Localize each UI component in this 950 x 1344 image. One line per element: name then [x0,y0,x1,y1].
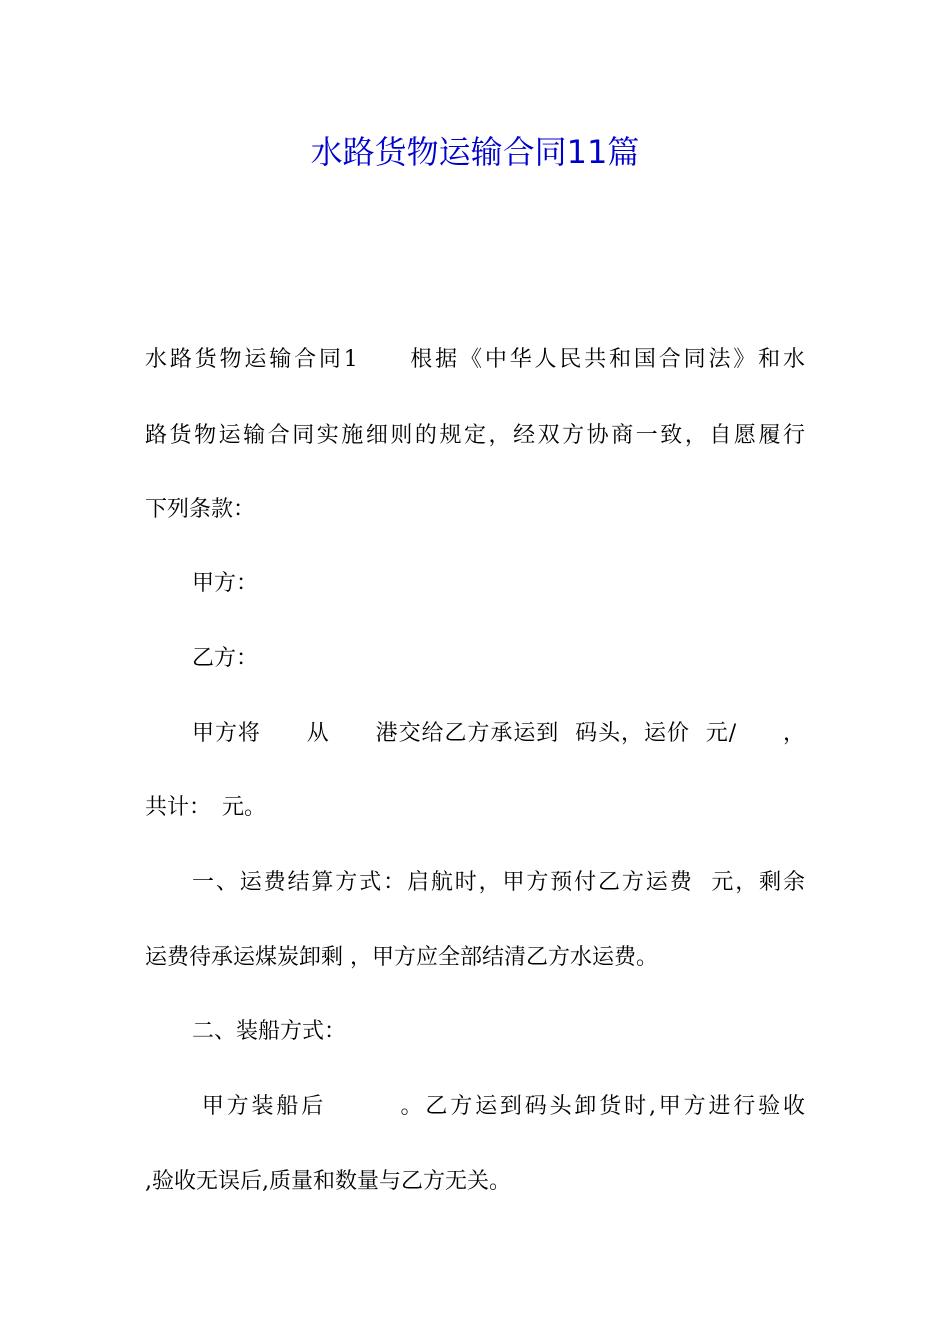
document-title: 水路货物运输合同11篇 [310,133,640,171]
party-b-label: 乙方： [192,646,259,671]
clause-2-heading: 二、装船方式： [192,1019,347,1044]
paragraph-line-2: 路货物运输合同实施细则的规定，经双方协商一致，自愿履行 [145,423,805,448]
paragraph-line-3: 下列条款： [145,497,256,522]
clause-1-line-1: 一、运费结算方式：启航时，甲方预付乙方运费 元，剩余 [192,870,805,895]
clause-transport-line-1: 甲方将 从 港交给乙方承运到 码头，运价 元/ ， [192,721,805,746]
party-a-label: 甲方： [192,571,259,596]
clause-2-line-1: 甲方装船后 。乙方运到码头卸货时,甲方进行验收 [192,1094,805,1119]
paragraph-line-1: 水路货物运输合同1 根据《中华人民共和国合同法》和水 [145,347,805,372]
clause-transport-line-2: 共计： 元。 [145,795,267,820]
clause-2-line-2: ,验收无误后,质量和数量与乙方无关。 [145,1169,511,1194]
clause-1-line-2: 运费待承运煤炭卸剩 ，甲方应全部结清乙方水运费。 [145,945,658,970]
